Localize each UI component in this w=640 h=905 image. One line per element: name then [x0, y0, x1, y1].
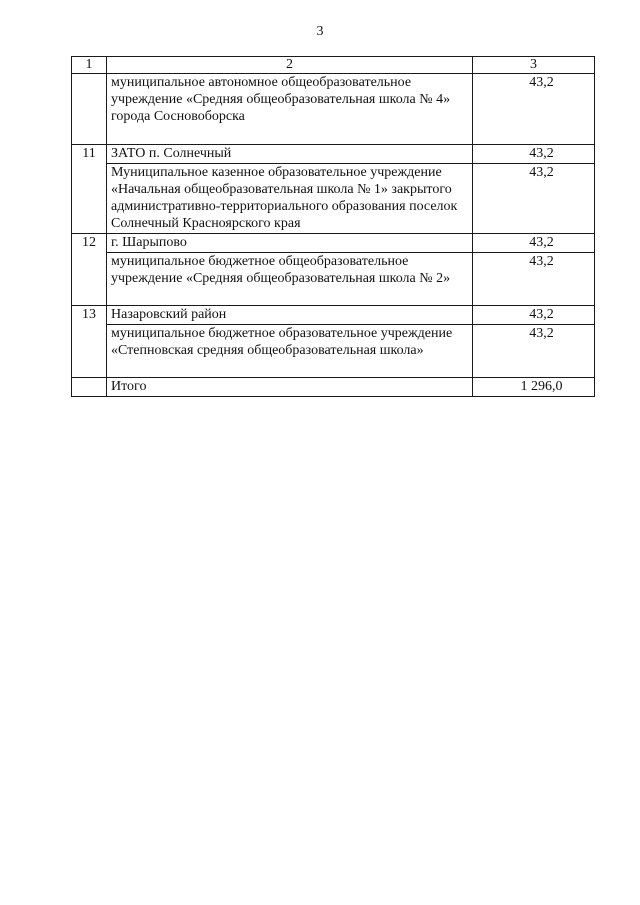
table-row [72, 325, 595, 378]
table-row [72, 306, 595, 325]
row-name: ЗАТО п. Солнечный [107, 145, 473, 164]
table-total-row [72, 378, 595, 397]
row-value: 43,2 [529, 307, 554, 322]
header-cell-3: 3 [473, 57, 595, 74]
allocation-table [71, 56, 595, 397]
row-name: муниципальное бюджетное образовательное учреждение «Степновская средняя общеобразовательная школа» [107, 325, 473, 378]
row-number: 12 [72, 234, 107, 253]
row-value: 43,2 [529, 326, 554, 341]
table-header-row [72, 57, 595, 74]
row-name: г. Шарыпово [107, 234, 473, 253]
row-number [72, 253, 107, 306]
row-number [72, 325, 107, 378]
table-row [72, 164, 595, 234]
row-number [72, 378, 107, 397]
row-value: 1 296,0 [520, 379, 563, 394]
row-name: муниципальное бюджетное общеобразовательное учреждение «Средняя общеобразовательная школа № 2» [107, 253, 473, 306]
row-name: Итого [107, 378, 473, 397]
table-row [72, 145, 595, 164]
row-value: 43,2 [529, 165, 554, 180]
row-value: 43,2 [529, 146, 554, 161]
row-number [72, 164, 107, 234]
table-row [72, 253, 595, 306]
page-number: 3 [316, 24, 324, 39]
row-number [72, 74, 107, 145]
row-name: муниципальное автономное общеобразовательное учреждение «Средняя общеобразовательная школа № 4» города Сосновоборска [107, 74, 473, 145]
row-value: 43,2 [529, 235, 554, 250]
header-cell-1: 1 [72, 57, 107, 74]
row-number: 11 [72, 145, 107, 164]
table-row [72, 74, 595, 145]
row-value: 43,2 [529, 75, 554, 90]
header-cell-2: 2 [107, 57, 473, 74]
table-row [72, 234, 595, 253]
row-value: 43,2 [529, 254, 554, 269]
row-name: Назаровский район [107, 306, 473, 325]
row-name: Муниципальное казенное образовательное учреждение «Начальная общеобразовательная школа № 1» закрытого административно-территориального образования поселок Солнечный Красноярского края [107, 164, 473, 234]
row-number: 13 [72, 306, 107, 325]
